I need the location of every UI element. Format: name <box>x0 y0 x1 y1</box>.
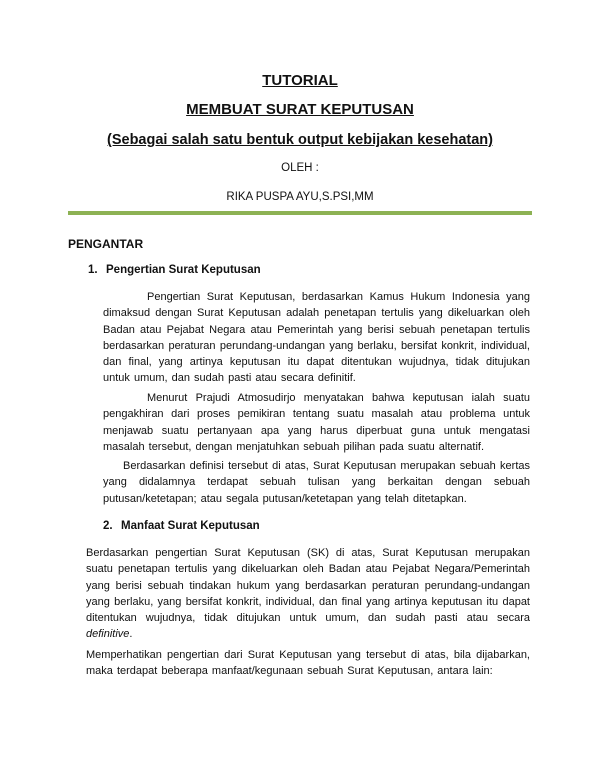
subheading-number: 2. <box>103 520 113 532</box>
paragraph-end: . <box>129 628 133 641</box>
paragraph-italic-term: definitive <box>86 628 130 641</box>
section-divider <box>68 211 532 215</box>
subheading-number: 1. <box>88 264 98 276</box>
section-heading: PENGANTAR <box>68 237 144 251</box>
by-label: OLEH : <box>281 162 319 174</box>
title-tutorial: TUTORIAL <box>262 72 338 89</box>
paragraph-atmosudirjo: Menurut Prajudi Atmosudirjo menyatakan bahwa keputusan ialah suatu pengakhiran dari proses pemikiran tentang suatu masalah atau problema untuk menjawab suatu pertanyaan apa yang harus diperbuat guna untuk mengatasi masalah tersebut, dengan menjatuhkan sebuah pilihan pada suatu alternatif. <box>103 392 530 453</box>
subheading-label: Pengertian Surat Keputusan <box>106 264 261 276</box>
subheading-manfaat <box>103 520 260 532</box>
author-name: RIKA PUSPA AYU,S.PSI,MM <box>226 191 374 203</box>
paragraph-benefit-intro <box>86 545 530 643</box>
title-subtitle: (Sebagai salah satu bentuk output kebijakan kesehatan) <box>107 132 493 148</box>
paragraph-definition: Pengertian Surat Keputusan, berdasarkan Kamus Hukum Indonesia yang dimaksud dengan Surat Keputusan adalah penetapan tertulis yang dikeluarkan oleh Badan atau Pejabat Negara atau Pemerintah yang berisi sebuah penetapan tertulis berdasarkan peraturan perundang-undangan yang berlaku, bersifat konkrit, individual, dan final, yang artinya keputusan itu dapat ditentukan wujudnya, tidak ditujukan untuk umum, dan sudah pasti atau secara definitif. <box>103 291 530 385</box>
paragraph-conclusion: Berdasarkan definisi tersebut di atas, Surat Keputusan merupakan sebuah kertas yang didalamnya terdapat sebuah tulisan yang berkaitan dengan sebuah putusan/ketetapan; atau segala putusan/ketetapan yang telah ditetapkan. <box>103 460 530 505</box>
paragraph-text: Berdasarkan pengertian Surat Keputusan (SK) di atas, Surat Keputusan merupakan suatu penetapan tertulis yang dikeluarkan oleh Badan atau Pejabat Negara/Pemerintah yang berisi sebuah tindakan hukum yang berdasarkan peraturan perundang-undangan yang berlaku, yang bersifat konkrit, individual, dan final yang artinya keputusan itu dapat ditentukan wujudnya, tidak ditujukan untuk umum, dan sudah pasti atau secara <box>86 547 530 625</box>
title-main: MEMBUAT SURAT KEPUTUSAN <box>186 101 414 118</box>
subheading-label: Manfaat Surat Keputusan <box>121 520 260 532</box>
subheading-pengertian <box>88 264 261 276</box>
paragraph-benefit-list-intro: Memperhatikan pengertian dari Surat Keputusan yang tersebut di atas, bila dijabarkan, maka terdapat beberapa manfaat/kegunaan sebuah Surat Keputusan, antara lain: <box>86 649 530 678</box>
